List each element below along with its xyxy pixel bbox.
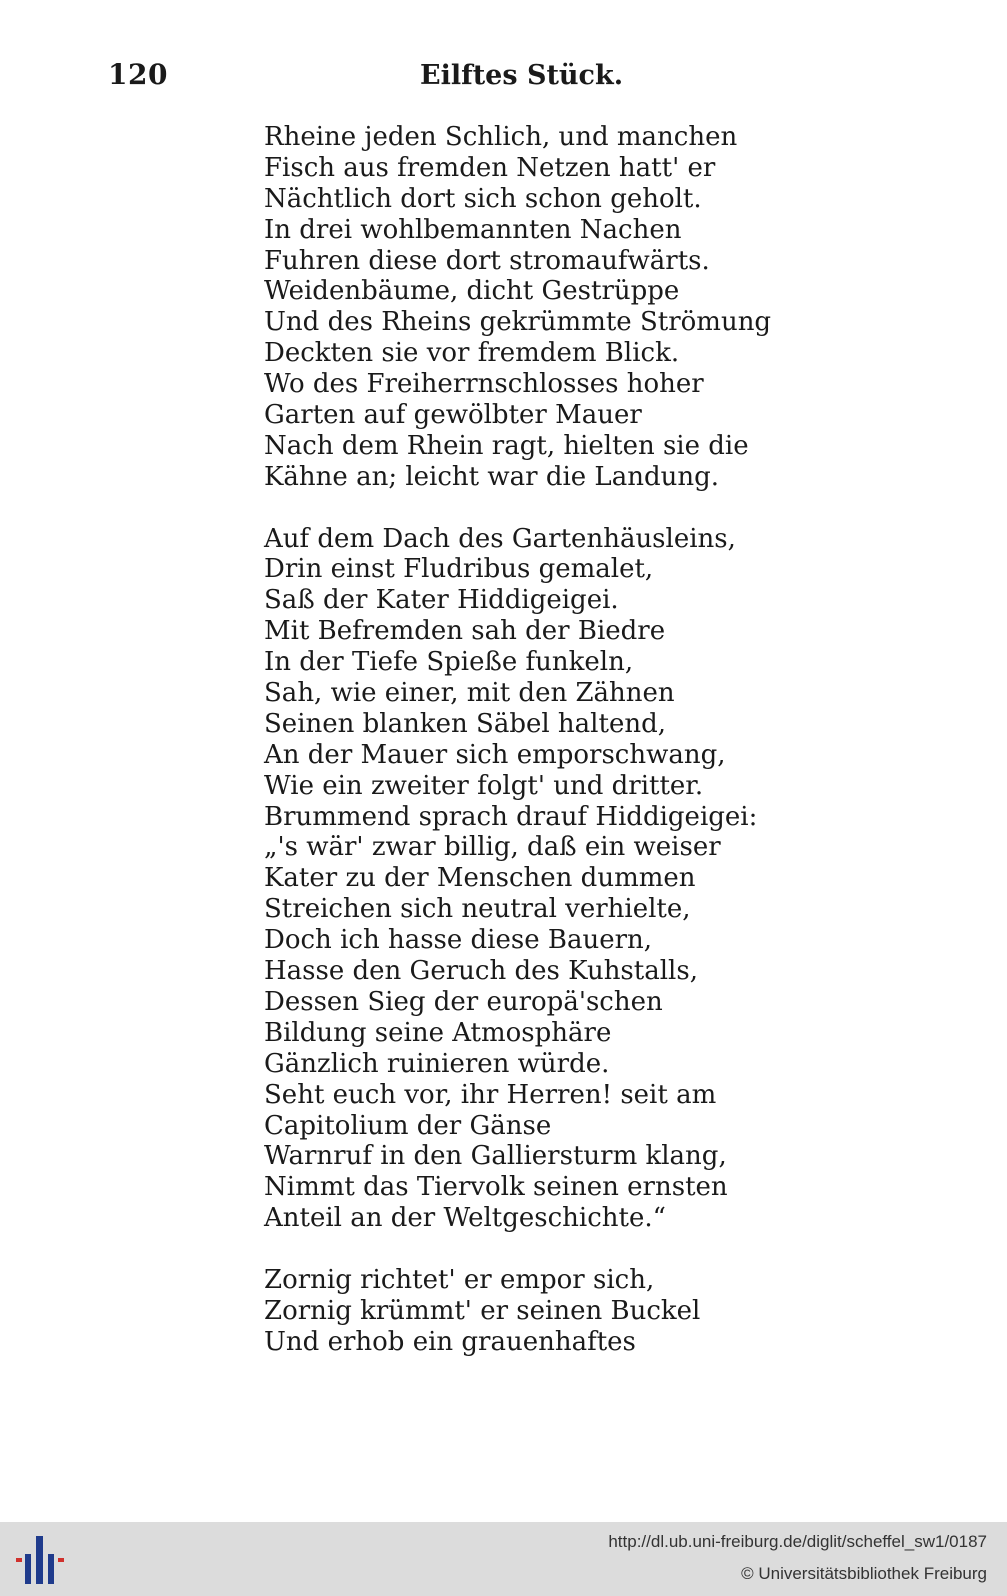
verse-line: „'s wär' zwar billig, daß ein weiser [264,832,721,863]
verse-line: Gänzlich ruinieren würde. [264,1048,610,1079]
viewer-footer [0,1522,1007,1596]
verse-line: Warnruf in den Galliersturm klang, [264,1141,727,1172]
verse-line: Fuhren diese dort stromaufwärts. [264,245,710,276]
verse-line: Nach dem Rhein ragt, hielten sie die [264,430,749,461]
verse-line: Hasse den Geruch des Kuhstalls, [264,956,698,987]
copyright-notice: © Universitätsbibliothek Freiburg [741,1564,987,1583]
stanza-3 [264,1265,824,1358]
verse-line: In drei wohlbemannten Nachen [264,214,682,245]
verse-line: Drin einst Fludribus gemalet, [264,554,654,585]
verse-line: Seinen blanken Säbel haltend, [264,708,666,739]
verse-line: Anteil an der Weltgeschichte.“ [264,1203,666,1234]
verse-line: Deckten sie vor fremdem Blick. [264,338,680,369]
verse-line: Seht euch vor, ihr Herren! seit am [264,1079,717,1110]
verse-line: Nimmt das Tiervolk seinen ernsten [264,1172,728,1203]
verse-line: Doch ich hasse diese Bauern, [264,925,653,956]
verse-line: Dessen Sieg der europä'schen [264,986,663,1017]
verse-line: Und des Rheins gekrümmte Strömung [264,307,772,338]
verse-line: Zornig krümmt' er seinen Buckel [264,1295,701,1326]
verse-line: Bildung seine Atmosphäre [264,1017,612,1048]
verse-line: Garten auf gewölbter Mauer [264,400,642,431]
verse-line: An der Mauer sich emporschwang, [264,739,726,770]
page-number: 120 [108,58,168,91]
verse-line: Kähne an; leicht war die Landung. [264,461,719,492]
verse-line: Auf dem Dach des Gartenhäusleins, [264,523,736,554]
verse-line: Wo des Freiherrnschlosses hoher [264,369,704,400]
verse-line: Saß der Kater Hiddigeigei. [264,585,619,616]
library-logo-icon [16,1534,64,1586]
verse-line: In der Tiefe Spieße funkeln, [264,647,634,678]
verse-line: Weidenbäume, dicht Gestrüppe [264,276,680,307]
verse-line: Mit Befremden sah der Biedre [264,616,666,647]
verse-line: Capitolium der Gänse [264,1110,552,1141]
verse-line: Rheine jeden Schlich, und manchen [264,122,738,152]
verse-line: Brummend sprach drauf Hiddigeigei: [264,801,758,832]
stanza-2 [264,524,824,1234]
running-head: Eilftes Stück. [420,60,624,91]
verse-line: Wie ein zweiter folgt' und dritter. [264,770,704,801]
verse-line: Und erhob ein grauenhaftes [264,1326,636,1357]
stanza-1 [264,122,824,493]
poem-text [264,122,824,1358]
verse-line: Zornig richtet' er empor sich, [264,1264,655,1295]
verse-line: Fisch aus fremden Netzen hatt' er [264,152,716,183]
verse-line: Streichen sich neutral verhielte, [264,894,691,925]
verse-line: Kater zu der Menschen dummen [264,863,696,894]
verse-line: Sah, wie einer, mit den Zähnen [264,678,675,709]
permalink-url[interactable]: http://dl.ub.uni-freiburg.de/diglit/scheffel_sw1/0187 [608,1532,987,1551]
verse-line: Nächtlich dort sich schon geholt. [264,183,702,214]
